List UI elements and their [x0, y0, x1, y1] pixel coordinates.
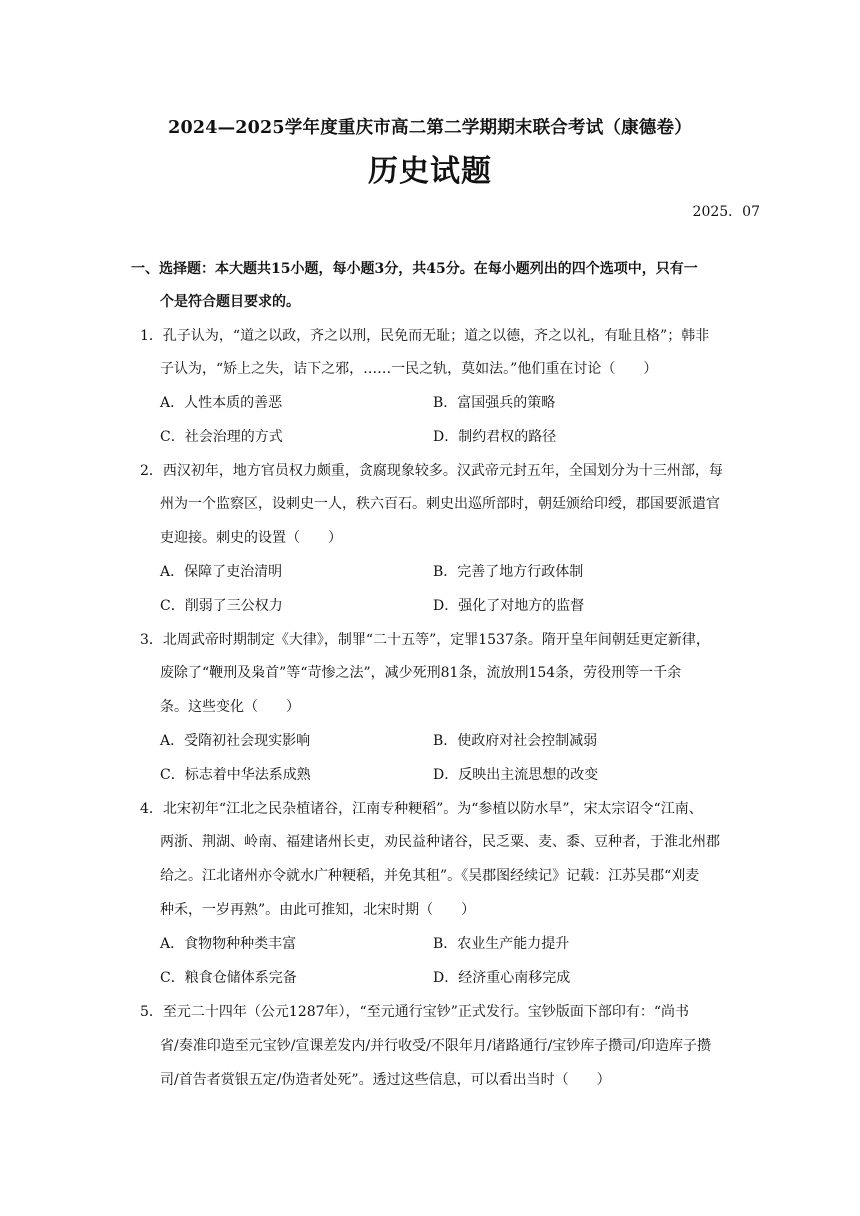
question-3-line-2: 废除了“鞭刑及枭首”等“苛惨之法”，减少死刑81条，流放刑154条，劳役刑等一千余: [160, 665, 682, 681]
question-1-option-b[interactable]: B．富国强兵的策略: [433, 395, 556, 411]
question-4-line-2: 两浙、荆湖、岭南、福建诸州长吏，劝民益种诸谷，民乏粟、麦、黍、豆种者，于淮北州郡: [160, 834, 720, 850]
question-2-line-1: 2．西汉初年，地方官员权力颇重，贪腐现象较多。汉武帝元封五年，全国划分为十三州部，每: [140, 463, 723, 479]
question-4-line-4: 种禾，一岁再熟”。由此可推知，北宋时期（ ）: [160, 902, 476, 918]
question-3-option-d[interactable]: D．反映出主流思想的改变: [433, 767, 599, 783]
question-5-line-3: 司/首告者赏银五定/伪造者处死”。透过这些信息，可以看出当时（ ）: [160, 1072, 611, 1088]
question-5-line-1: 5．至元二十四年（公元1287年），“至元通行宝钞”正式发行。宝钞版面下部印有：“尚书: [140, 1004, 690, 1020]
question-2-option-b[interactable]: B．完善了地方行政体制: [433, 564, 584, 580]
subject-title: 历史试题: [368, 154, 492, 189]
question-1-option-d[interactable]: D．制约君权的路径: [433, 429, 557, 445]
question-1-line-1: 1．孔子认为，“道之以政，齐之以刑，民免而无耻；道之以德，齐之以礼，有耻且格”；韩非: [140, 328, 710, 344]
question-2-option-c[interactable]: C．削弱了三公权力: [160, 598, 283, 614]
question-2-option-a[interactable]: A．保障了吏治清明: [160, 564, 283, 580]
exam-date: 2025．07: [692, 204, 760, 220]
question-4-line-3: 给之。江北诸州亦令就水广种粳稻，并免其租”。《吴郡图经续记》记载：江苏吴郡“刈麦: [160, 868, 700, 884]
section-instruction-line1: 一、选择题：本大题共15小题，每小题3分，共45分。在每小题列出的四个选项中，只有一: [131, 261, 698, 277]
question-2-line-3: 吏迎接。刺史的设置（ ）: [160, 530, 342, 546]
section-instruction-line2: 个是符合题目要求的。: [160, 294, 300, 310]
question-3-line-1: 3．北周武帝时期制定《大律》，制罪“二十五等”，定罪1537条。隋开皇年间朝廷更定新律，: [140, 632, 710, 648]
exam-title: 2024—2025学年度重庆市高二第二学期期末联合考试（康德卷）: [168, 118, 692, 138]
question-1-option-c[interactable]: C．社会治理的方式: [160, 429, 283, 445]
question-2-option-d[interactable]: D．强化了对地方的监督: [433, 598, 585, 614]
question-2-line-2: 州为一个监察区，设刺史一人，秩六百石。刺史出巡所部时，朝廷颁给印绶，郡国要派遣官: [160, 496, 720, 512]
question-3-line-3: 条。这些变化（ ）: [160, 699, 300, 715]
question-4-option-d[interactable]: D．经济重心南移完成: [433, 970, 571, 986]
question-1-option-a[interactable]: A．人性本质的善恶: [160, 395, 283, 411]
question-4-line-1: 4．北宋初年“江北之民杂植诸谷，江南专种粳稻”。为“参植以防水旱”，宋太宗诏令“江南、: [140, 801, 703, 817]
question-5-line-2: 省/奏准印造至元宝钞/宣课差发内/并行收受/不限年月/诸路通行/宝钞库子攒司/印造库子攒: [160, 1038, 712, 1054]
question-3-option-a[interactable]: A．受隋初社会现实影响: [160, 733, 311, 749]
question-4-option-b[interactable]: B．农业生产能力提升: [433, 936, 570, 952]
question-1-line-2: 子认为，“矫上之失，诘下之邪，……一民之轨，莫如法。”他们重在讨论（ ）: [160, 361, 658, 377]
question-3-option-b[interactable]: B．使政府对社会控制减弱: [433, 733, 598, 749]
question-4-option-a[interactable]: A．食物物种种类丰富: [160, 936, 297, 952]
question-3-option-c[interactable]: C．标志着中华法系成熟: [160, 767, 311, 783]
question-4-option-c[interactable]: C．粮食仓储体系完备: [160, 970, 297, 986]
